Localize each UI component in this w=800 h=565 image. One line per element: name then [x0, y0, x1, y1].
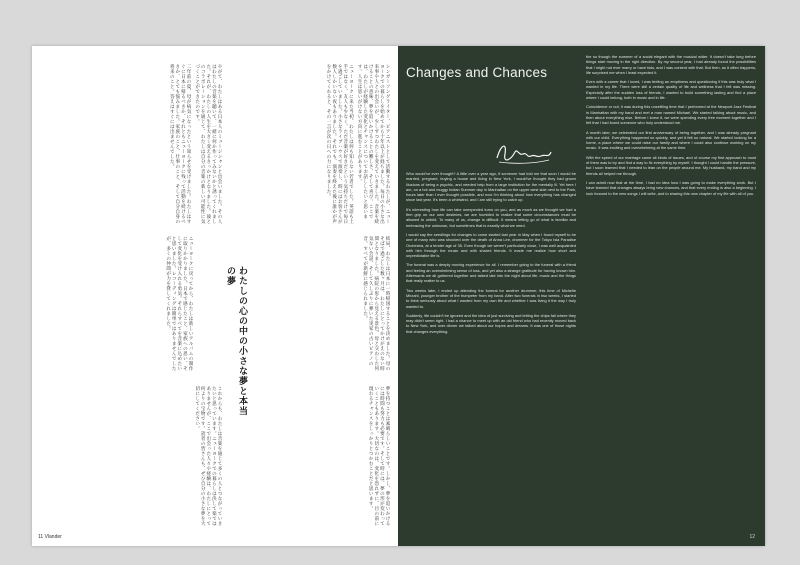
article-paragraph: I would say the seedlings for changes to come started last year in May when I found myself to be one of many who was shocked over the death of Anna Lee, drummer for the Tokyo Isla Paradise Orchestra, at a tender age of 35. Even though we weren't particularly close, I was well acquainted with him through the music and with shared friends. It made me realize how short and unpredictable life is.: [406, 231, 576, 259]
japanese-column-block: [62, 386, 222, 526]
left-page-footer: 11 Vlander: [38, 534, 62, 540]
article-paragraph: It's interesting how life can take unexpected turns on you, and as much as we thought we had a firm grip on our own destinies, we are humbled to realize that some circumstances must be allowed to unfold. To many of us, change is difficult. It means letting go of what is familiar and embracing the unknown, but sometimes that is exactly what we need.: [406, 206, 576, 228]
magazine-spread: [32, 46, 765, 546]
article-paragraph: Who would've ever thought? A little over a year ago, if someone had told me that soon I would be married, pregnant, buying a house and living in New York, I would've thought they had grown illusions of being a psychic, and needed help from a large institution for the mentally ill. Yet here I am, on a hot and muggy Indian Summer day in Manhattan on the upper west side next to the Park, hours later than I ever thought possible, and now I'm thinking about how everything has changed since last year. It's been a whirlwind, and I am still trying to catch up.: [406, 171, 576, 203]
japanese-paragraph: 結局、わたしは日本に一時帰国することを決めました。母のそばで過ごした数ヶ月は、わたしにとってかけがえのない時間となりました。病院の窓から見える景色、母と交わした何気ない会話、そして久しぶりに弾いた実家の古いピアノの音。すべてが新鮮に感じられました。: [362, 236, 390, 371]
article-column-left: [406, 171, 576, 536]
japanese-column-block: [63, 236, 193, 371]
japanese-column-block: [232, 64, 390, 224]
japanese-column-block: [62, 64, 222, 224]
article-paragraph: The funeral was a deeply moving experience for all. I remember going to the funeral with a friend and feeling an overwhelming sense of loss, and yet also a strange gratitude for having known him. Afterwards we all gathered together and talked late into the night about life, music and the things that really matter to us.: [406, 262, 576, 284]
signature-icon: [493, 138, 555, 168]
right-page: [398, 46, 765, 546]
article-column-right: [586, 54, 756, 536]
article-paragraph: Suddenly, life couldn't be ignored and the idea of just surviving and letting the chips fall where they may didn't seem right. I had a chance to meet up with an old friend who had recently moved back to New York, and over dinner we talked about our hopes and dreams. It was one of those nights that changes everything.: [406, 312, 576, 334]
article-paragraph: the so though the summer of a social elegant with the musical wider. It doesn't take long before things start moving in the right direction. By my second year, I had already found the possibilities that I might not ever marry or have kids, and I was content with that. But then, as it often happens, life surprised me when I least expected it.: [586, 54, 756, 75]
japanese-paragraph: 夢を持つことは素晴らしいことです。しかし、夢を追いかけるには時間も努力も必要です。そして時には、夢の形が変わっていくこともあります。大切なのは、変化を恐れずに、目の前に現れるチャンスをしっかりとつかむことだと思います。: [368, 386, 390, 526]
japanese-paragraph: これからも、わたしは音楽を通じて多くの人とつながっていきたいと思っています。ニューヨークでの暮らしは決して楽ではありませんが、ここで出会った人々や経験は、わたしにとって何よりの宝物です。読者の皆さんも、ぜひ自分の小さな夢を大切にしてください。: [194, 386, 222, 526]
right-page-number: 12: [749, 534, 755, 540]
japanese-paragraph: ニューヨークに戻ってから、わたしは新しいアルバムの制作に取りかかりました。日本で感じたこと、家族への思い、そして変化を受け入れる勇気。それらすべてを音楽に込めたいと思いました。レコーディングは簡単ではありませんでしたが、多くの仲間が力を貸してくれました。: [165, 236, 193, 371]
article-paragraph: I can admit now that at the time, I had no idea how I was going to make everything work. But I have learned that changes always bring new chances, and that every ending is also a beginning. I look forward to the new songs I will write, and to sharing this new chapter of my life with all of you.: [586, 179, 756, 196]
left-page: [32, 46, 398, 546]
article-paragraph: Two weeks later, I ended up attending the funeral for another drummer, this time of Michelle Mirzahi, younger brother of the trumpeter from my band. After two funerals in two weeks, I started to think seriously about what I wanted from my own life and whether I was living it the way I truly wanted to.: [406, 287, 576, 309]
article-paragraph: Coincidence or not, it was during this unsettling time that I performed at the Newport Jazz Festival in Manhattan with my band and met a man named Michael. We started talking about music, and then about everything else. Before I knew it, we were spending every free moment together and I felt that I had found someone who truly understood me.: [586, 104, 756, 126]
japanese-paragraph: 二年前の夏、母が病気になったという知らせを受けました。わたしはすぐに日本に帰るべきか、それともニューヨークに残って活動を続けるべきか、とても悩みました。家族のこと、仕事のこと、そして自分自身の将来のこと。答えはすぐには出ませんでした。: [169, 64, 192, 224]
japanese-column-block: [255, 236, 390, 371]
article-paragraph: With the speed of our marriage came all kinds of issues, and of course my first approach to most of them was to try and find a way to fix everything by myself. I thought I could handle the pressure, but I soon learned that I needed to lean on the people around me. My husband, my band and my friends all helped me through.: [586, 154, 756, 176]
article-paragraph: Even with a career that I loved, I was feeling an emptiness and questioning if this was truly what I wanted in my life. There were still a certain quality of life and wellness that I felt was missing. Especially after the sudden loss of friends, I wanted to build something lasting and find a place where I could belong, both in music and in life.: [586, 79, 756, 101]
article-paragraph: A month later, we celebrated our first anniversary of being together, and I was already pregnant with our child. Everything happened so quickly, and yet it felt so natural. We started looking for a home, a place where we could raise our family and where I could also continue working on my music. It was exciting and overwhelming at the same time.: [586, 129, 756, 151]
japanese-column-block: [230, 386, 390, 526]
japanese-paragraph: やがて、わたしはある日本人のミュージシャンと出会いました。その人はわたしの音楽を聴いて、一緒に何か作ってみないかと誘ってくれました。それが、わたしの人生を大きく変えるきっかけとなりました。彼とのコラボレーションを通じて、わたしは自分の音楽の新しい可能性に気づくことができたのです。: [194, 64, 222, 224]
japanese-paragraph: シンガーソングライター、ピアニストとして活動するわたしが、ニューヨークでの暮らしを始めてから十年以上が経ちました。毎日の小さな出来事や人との出会いが、少しずつわたしを変えていきました。音楽を続けることの意味、夢を追いかけることの難しさ、そして喜び。ここでは、わたしが経験した変化とチャンスについてお話ししたいと思います。人生は思いがけない方向に進むことがあります。: [357, 64, 390, 224]
feature-title: わたしの心の中の小さな夢と本当の夢: [225, 266, 247, 416]
japanese-paragraph: ニューヨークに来た当初、わたしは何も知らない若者でした。英語も上手ではなく、友人も少なく、ただ音楽が好きだという気持ちだけで毎日を過ごしていました。小さなライブハウスで演奏し、時にはお客さんが数人しかいない夜もありました。それでも、演奏を終えた後に誰かが声をかけてくれると、その一言が次の日への力になりました。: [326, 64, 354, 224]
article-title: Changes and Chances: [406, 65, 548, 80]
